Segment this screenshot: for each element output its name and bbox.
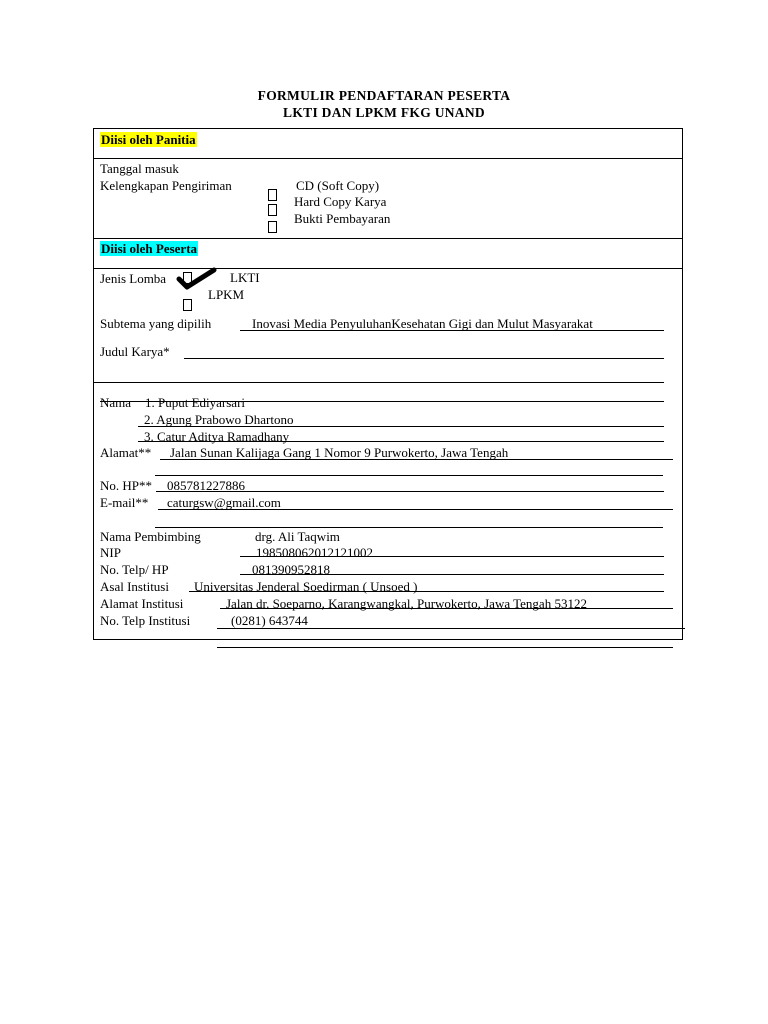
divider xyxy=(93,158,683,159)
telp-label: No. Telp/ HP xyxy=(100,562,169,577)
pembimbing-value[interactable]: drg. Ali Taqwim xyxy=(255,529,340,544)
checkbox-bukti[interactable] xyxy=(268,221,277,233)
nama-label: Nama xyxy=(100,395,132,410)
panitia-heading: Diisi oleh Panitia xyxy=(101,132,196,147)
nama-3[interactable]: 3. Catur Aditya Ramadhany xyxy=(144,429,290,444)
alamat-underline xyxy=(160,459,673,460)
telp-institusi-value[interactable]: (0281) 643744 xyxy=(231,613,308,628)
telp-value[interactable]: 081390952818 xyxy=(252,562,330,577)
judul-label: Judul Karya* xyxy=(100,344,170,359)
form-title-line2: LKTI DAN LPKM FKG UNAND xyxy=(283,105,485,120)
form-title-line1: FORMULIR PENDAFTARAN PESERTA xyxy=(257,88,511,103)
option-hardcopy: Hard Copy Karya xyxy=(294,194,387,209)
option-lpkm: LPKM xyxy=(208,287,245,302)
alamat-label: Alamat** xyxy=(100,445,152,460)
telp-institusi-label: No. Telp Institusi xyxy=(100,613,191,628)
hp-label: No. HP** xyxy=(100,478,153,493)
jenis-lomba-label: Jenis Lomba xyxy=(100,271,167,286)
subtema-underline xyxy=(240,330,664,331)
email-underline-2 xyxy=(155,527,663,528)
nama-underline-2 xyxy=(138,426,664,427)
email-label: E-mail** xyxy=(100,495,149,510)
option-bukti: Bukti Pembayaran xyxy=(294,211,391,226)
judul-underline-2[interactable] xyxy=(93,382,664,383)
nama-1[interactable]: 1. Puput Ediyarsari xyxy=(145,395,246,410)
institusi-underline xyxy=(189,591,664,592)
alamat-institusi-label: Alamat Institusi xyxy=(100,596,184,611)
telp-institusi-underline xyxy=(217,628,685,629)
tanggal-masuk-label: Tanggal masuk xyxy=(100,161,179,176)
alamat-underline-2 xyxy=(155,475,663,476)
nama-2[interactable]: 2. Agung Prabowo Dhartono xyxy=(144,412,294,427)
nip-label: NIP xyxy=(100,545,121,560)
nama-underline-1 xyxy=(100,401,664,402)
option-lkti: LKTI xyxy=(230,270,260,285)
email-value[interactable]: caturgsw@gmail.com xyxy=(167,495,281,510)
telp-institusi-underline-2 xyxy=(217,647,673,648)
peserta-heading: Diisi oleh Peserta xyxy=(101,241,198,256)
option-cd: CD (Soft Copy) xyxy=(296,178,380,193)
alamat-institusi-value[interactable]: Jalan dr. Soeparno, Karangwangkal, Purwokerto, Jawa Tengah 53122 xyxy=(226,596,587,611)
alamat-value[interactable]: Jalan Sunan Kalijaga Gang 1 Nomor 9 Purwokerto, Jawa Tengah xyxy=(170,445,509,460)
subtema-label: Subtema yang dipilih xyxy=(100,316,212,331)
nip-value[interactable]: 198508062012121002 xyxy=(256,545,373,560)
checkbox-cd[interactable] xyxy=(268,189,277,201)
kelengkapan-label: Kelengkapan Pengiriman xyxy=(100,178,232,193)
email-underline xyxy=(158,509,673,510)
checkbox-hardcopy[interactable] xyxy=(268,204,277,216)
nama-underline-3 xyxy=(138,441,664,442)
pembimbing-label: Nama Pembimbing xyxy=(100,529,201,544)
alamat-institusi-underline xyxy=(220,608,673,609)
subtema-value[interactable]: Inovasi Media PenyuluhanKesehatan Gigi dan Mulut Masyarakat xyxy=(252,316,593,331)
hp-value[interactable]: 085781227886 xyxy=(167,478,245,493)
institusi-value[interactable]: Universitas Jenderal Soedirman ( Unsoed ) xyxy=(194,579,418,594)
form-frame xyxy=(93,128,683,640)
divider xyxy=(93,238,683,239)
checkbox-lpkm[interactable] xyxy=(183,299,192,311)
institusi-label: Asal Institusi xyxy=(100,579,169,594)
judul-underline[interactable] xyxy=(184,358,664,359)
telp-underline xyxy=(240,574,664,575)
nip-underline xyxy=(240,556,664,557)
hp-underline xyxy=(156,491,664,492)
